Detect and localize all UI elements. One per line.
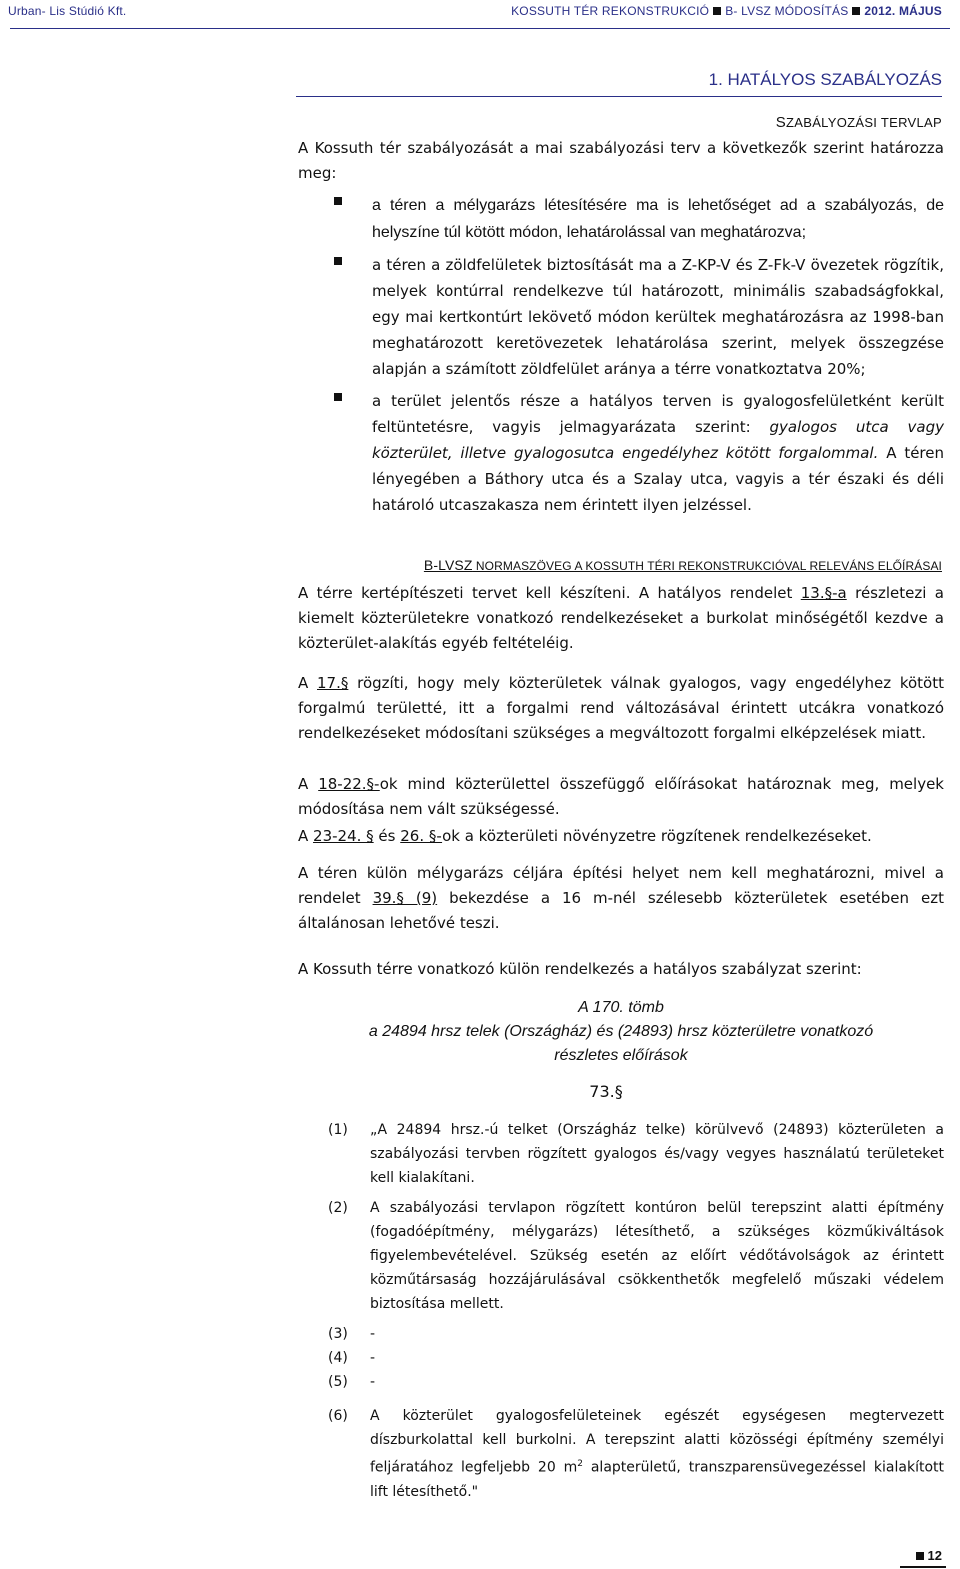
- paragraph-garden-plan: A térre kertépítészeti tervet kell készíteni. A hatályos rendelet 13.§-a részletezi a kiemelt közterületekre vonatkozó rendelkezéseket a burkolat minőségétől kezdve a közterület-alakítás egyéb feltételéig.: [298, 584, 944, 652]
- header-right: [511, 4, 942, 18]
- header-modification: B- LVSZ MÓDOSÍTÁS: [725, 4, 849, 18]
- header-left: Urban- Lis Stúdió Kft.: [8, 4, 127, 18]
- list-item: (2) A szabályozási tervlapon rögzített kontúron belül terepszint alatti építmény (fogadóépítmény, mélygarázs) létesíthető, a szükséges közműkiváltások figyelembevételével. Szükség esetén az előírt védőtávolságok az érintett közműtársaság hozzájárulásával csökkenthetők megfelelő műszaki védelem biztosítása mellett.: [328, 1200, 944, 1312]
- list-item: (4) -: [328, 1350, 376, 1366]
- list-item: a téren a mélygarázs létesítésére ma is lehetőséget ad a szabályozás, de helyszíne túl kötött módon, lehatárolással van meghatározva;: [298, 192, 944, 246]
- block-subheading: a 24894 hrsz telek (Országház) és (24893) hrsz közterületre vonatkozó részletes előírások: [368, 1023, 874, 1064]
- header-date: 2012. MÁJUS: [864, 4, 942, 18]
- section-title: 1. HATÁLYOS SZABÁLYOZÁS: [708, 70, 942, 89]
- list-item: (3) -: [328, 1326, 376, 1342]
- clause-list: [298, 1118, 944, 1504]
- list-item: a terület jelentős része a hatályos terven is gyalogosfelületként került feltüntetésre, vagyis jelmagyarázata szerint: gyalogos utca vagy közterület, illetve gyalogosutca engedélyhez kötött forgalommal. A téren lényegében a Báthory utca és a Szalay utca, vagyis a tér északi és déli határoló utcaszakasza nem érintett ilyen jelzéssel.: [298, 388, 944, 518]
- paragraph-18-22: A 18-22.§-ok mind közterülettel összefüggő előírásokat határoznak meg, melyek módosítása nem vált szükségessé.: [298, 775, 944, 818]
- blvsz-heading: B-LVSZ NORMASZÖVEG A KOSSUTH TÉRI REKONSTRUKCIÓVAL RELEVÁNS ELŐÍRÁSAI: [423, 557, 942, 573]
- square-bullet-icon: [852, 7, 860, 15]
- header-project: KOSSUTH TÉR REKONSTRUKCIÓ: [511, 4, 710, 18]
- page-number: 12: [912, 1548, 942, 1563]
- bullet-list: [298, 192, 944, 524]
- list-item: (1) „A 24894 hrsz.-ú telket (Országház telke) körülvevő (24893) közterületen a szabályozási tervben rögzített gyalogos és/vagy vegyes használatú területeket kell kialakítani.: [328, 1122, 944, 1186]
- paragraph-17: A 17.§ rögzíti, hogy mely közterületek válnak gyalogos, vagy engedélyhez kötött forgalmú területté, itt a forgalmi rend változásával érintett utcákra vonatkozó rendelkezéseket módosítani szükséges a megváltozott forgalmi elképzelések miatt.: [298, 674, 944, 742]
- square-bullet-icon: [916, 1552, 924, 1560]
- paragraph-kossuth: A Kossuth térre vonatkozó külön rendelkezés a hatályos szabályzat szerint:: [298, 960, 862, 978]
- section-subtitle: SZABÁLYOZÁSI TERVLAP: [775, 114, 942, 131]
- list-item: (6) A közterület gyalogosfelületeinek egészét egységesen megtervezett díszburkolattal kell burkolni. A terepszint alatti közösségi építmény személyi feljáratához legfeljebb 20 $m^2$ alapterületű, transzparensüvegezéssel kialakított lift létesíthető.": [328, 1408, 945, 1500]
- section-divider: [296, 96, 942, 97]
- paragraph-garage: A téren külön mélygarázs céljára építési helyet nem kell meghatározni, mivel a rendelet 39.§ (9) bekezdése a 16 m-nél szélesebb közterületek esetében ezt általánosan lehetővé teszi.: [298, 864, 944, 932]
- footer-divider: [900, 1566, 946, 1568]
- header-divider: [10, 28, 950, 29]
- paragraph-23-26: A 23-24. § és 26. §-ok a közterületi növényzetre rögzítenek rendelkezéseket.: [298, 827, 872, 845]
- list-item: a téren a zöldfelületek biztosítását ma a Z-KP-V és Z-Fk-V övezetek rögzítik, melyek kontúrral rendelkezve túl határozott, minimális szabadságfokkal, egy mai kertkontúrt lekövető módon kerültek meghatározásra az 1998-ban meghatározott keretövezetek lehatárolása szerint, melyek összegzése alapján a számított zöldfelület aránya a térre vonatkoztatva 20%;: [298, 252, 944, 382]
- square-bullet-icon: [713, 7, 721, 15]
- block-heading: A 170. tömb: [578, 999, 664, 1016]
- section-number: 73.§: [589, 1082, 623, 1101]
- list-item: (5) -: [328, 1374, 376, 1390]
- intro-paragraph: A Kossuth tér szabályozását a mai szabályozási terv a következők szerint határozza meg:: [298, 139, 944, 182]
